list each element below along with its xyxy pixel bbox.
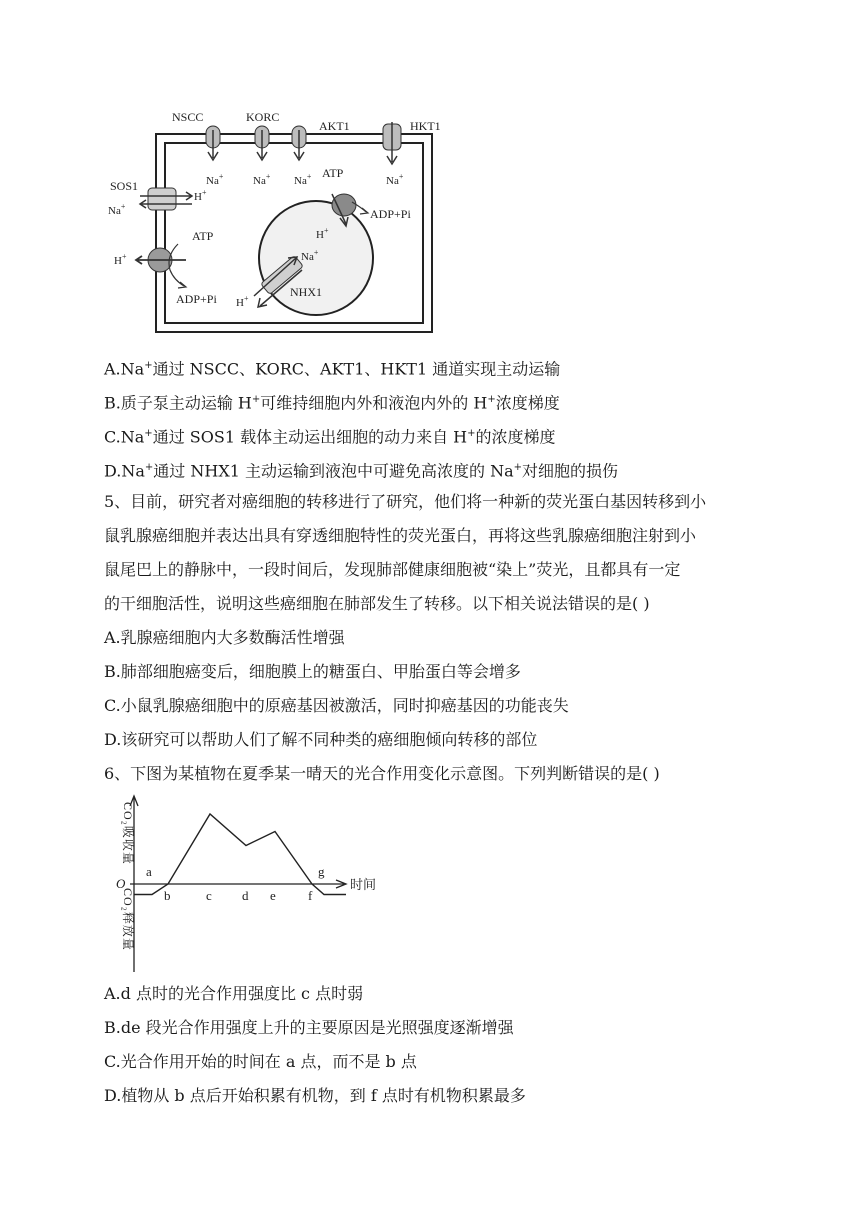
q5-option-c: C.小鼠乳腺癌细胞中的原癌基因被激活，同时抑癌基因的功能丧失 [104, 696, 569, 715]
q4-option-b: B.质子泵主动运输 H+可维持细胞内外和液泡内外的 H+浓度梯度 [104, 393, 560, 413]
label-na-nhx1: Na+ [301, 248, 319, 263]
label-na-akt1: Na+ [294, 172, 312, 187]
label-na-nscc: Na+ [206, 172, 224, 187]
q5-stem-line-3: 鼠尾巴上的静脉中，一段时间后，发现肺部健康细胞被“染上”荧光，且都具有一定 [104, 560, 681, 579]
q6-option-c: C.光合作用开始的时间在 a 点，而不是 b 点 [104, 1052, 417, 1071]
label-adp-vacuole: ADP+Pi [370, 207, 411, 221]
y-axis-label-bottom: CO₂释放量 [121, 888, 135, 951]
q4-option-a: A.Na+通过 NSCC、KORC、AKT1、HKT1 通道实现主动运输 [104, 359, 561, 379]
channel-akt1 [292, 126, 306, 160]
channel-nscc [206, 126, 220, 160]
cell-transport-diagram [100, 100, 460, 340]
label-atp-plasma: ATP [192, 229, 214, 243]
point-label-c: c [206, 888, 212, 903]
proton-pump-plasma [136, 244, 186, 288]
origin-label: O [116, 876, 126, 891]
label-h-vacuole: H+ [316, 226, 329, 241]
q4-option-d: D.Na+通过 NHX1 主动运输到液泡中可避免高浓度的 Na+对细胞的损伤 [104, 461, 619, 481]
label-sos1: SOS1 [110, 179, 139, 193]
photosynthesis-chart [104, 792, 394, 976]
label-h-sos1: H+ [194, 188, 207, 203]
q6-option-a: A.d 点时的光合作用强度比 c 点时弱 [104, 984, 364, 1003]
label-hkt1: HKT1 [410, 119, 441, 133]
point-label-a: a [146, 864, 152, 879]
point-label-e: e [270, 888, 276, 903]
x-axis-label: 时间 [350, 877, 377, 892]
antiporter-sos1 [140, 188, 192, 210]
point-label-d: d [242, 888, 249, 903]
label-h-nhx1: H+ [236, 294, 249, 309]
point-label-f: f [308, 888, 313, 903]
label-na-hkt1: Na+ [386, 172, 404, 187]
label-atp-vacuole: ATP [322, 166, 344, 180]
q6-option-b: B.de 段光合作用强度上升的主要原因是光照强度逐渐增强 [104, 1018, 514, 1037]
label-na-sos1: Na+ [108, 202, 126, 217]
label-adp-plasma: ADP+Pi [176, 292, 217, 306]
label-h-plasma: H+ [114, 252, 127, 267]
channel-korc [255, 126, 269, 160]
label-nhx1: NHX1 [290, 285, 322, 299]
q5-stem-line-4: 的干细胞活性，说明这些癌细胞在肺部发生了转移。以下相关说法错误的是( ) [104, 594, 650, 613]
y-axis-label-top: CO₂吸收量 [121, 802, 135, 865]
co2-curve [134, 814, 346, 895]
label-korc: KORC [246, 110, 280, 124]
q5-stem-line-2: 鼠乳腺癌细胞并表达出具有穿透细胞特性的荧光蛋白，再将这些乳腺癌细胞注射到小 [104, 526, 697, 545]
point-label-g: g [318, 864, 325, 879]
q5-stem-line-1: 5、目前，研究者对癌细胞的转移进行了研究，他们将一种新的荧光蛋白基因转移到小 [104, 492, 707, 511]
q4-option-c: C.Na+通过 SOS1 载体主动运出细胞的动力来自 H+的浓度梯度 [104, 427, 556, 447]
channel-hkt1 [383, 122, 401, 164]
q6-stem: 6、下图为某植物在夏季某一晴天的光合作用变化示意图。下列判断错误的是( ) [104, 764, 660, 783]
q6-option-d: D.植物从 b 点后开始积累有机物，到 f 点时有机物积累最多 [104, 1086, 526, 1105]
q5-option-d: D.该研究可以帮助人们了解不同种类的癌细胞倾向转移的部位 [104, 730, 538, 749]
label-akt1: AKT1 [319, 119, 350, 133]
label-nscc: NSCC [172, 110, 204, 124]
point-label-b: b [164, 888, 171, 903]
q5-option-a: A.乳腺癌细胞内大多数酶活性增强 [104, 628, 345, 647]
label-na-korc: Na+ [253, 172, 271, 187]
q5-option-b: B.肺部细胞癌变后，细胞膜上的糖蛋白、甲胎蛋白等会增多 [104, 662, 521, 681]
